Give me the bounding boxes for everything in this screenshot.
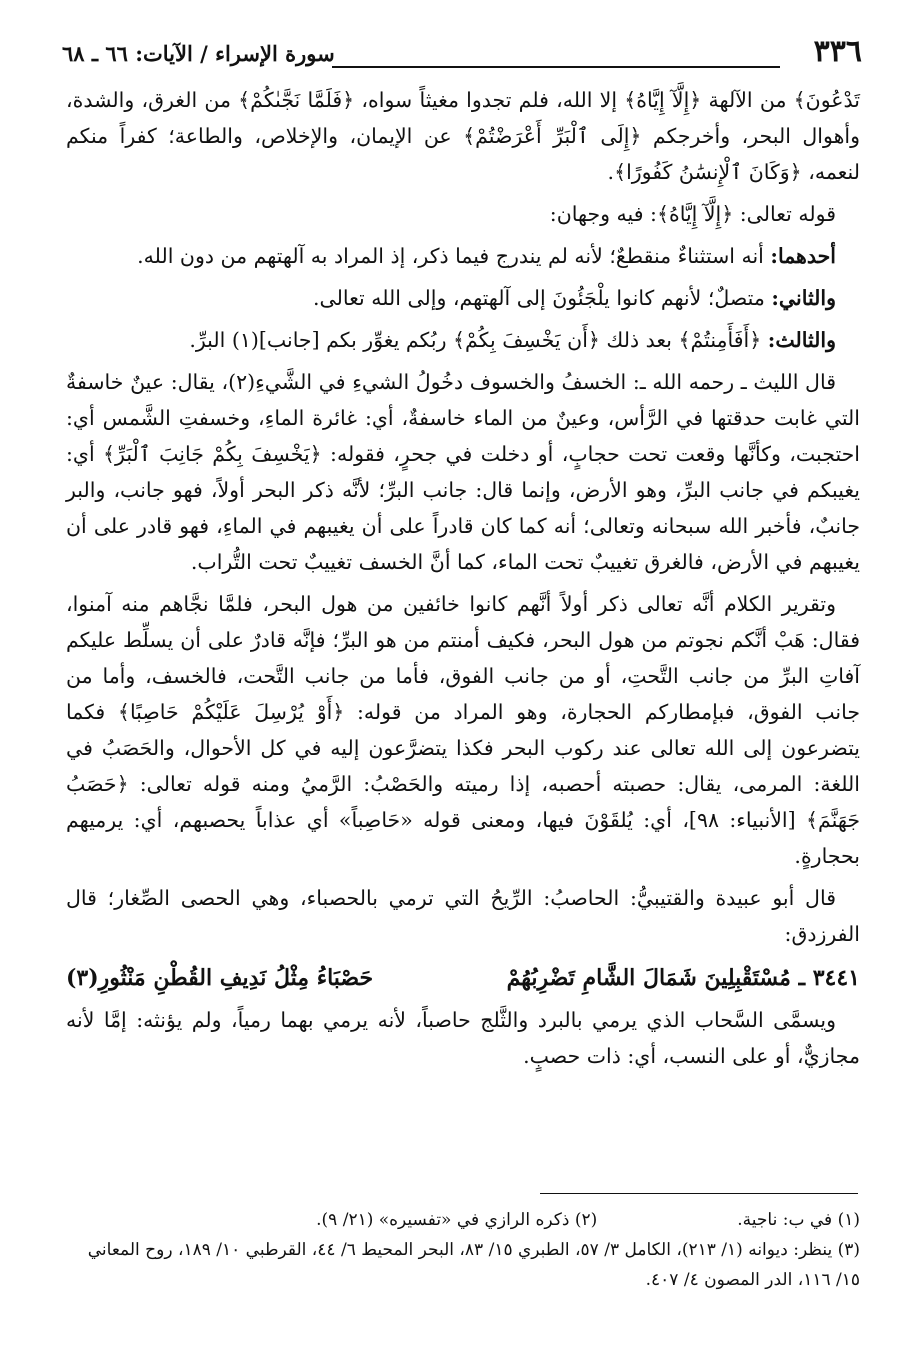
paragraph	[66, 280, 860, 316]
page-number: ٣٣٦	[813, 34, 862, 69]
verse-number: ٣٤٤١ ـ	[798, 965, 860, 991]
paragraph: ويسمَّى السَّحاب الذي يرمي بالبرد والثَّلج حاصباً، لأنه يرمي بهما رمياً، ولم يؤنثه: إمَّا لأنه مجازيٌّ، أو على النسب، أي: ذات حصبٍ.	[66, 1008, 860, 1068]
point-text: أنه استثناءٌ منقطعٌ؛ لأنه لم يندرج فيما ذكر، إذ المراد به آلهتهم من دون الله.	[137, 244, 764, 268]
footnote: (٣) ينظر: ديوانه (١/ ٢١٣)، الكامل ٣/ ٥٧، الطبري ١٥/ ٨٣، البحر المحيط ٦/ ٤٤، القرطبي ١٠/ ١٨٩، روح المعاني ١٥/ ١١٦، الدر المصون ٤/ ٤٠٧.	[87, 1240, 860, 1290]
paragraph: قال الليث ـ رحمه الله ـ: الخسفُ والخسوف دخُولُ الشيءِ في الشَّيءِ(٢)، يقال: عينٌ خاسفةٌ التي غابت حدقتها في الرَّأس، وعينٌ من الماء خاسفةٌ، أي: غائرة الماءِ، وخسفتِ الشَّمس أي: احتجبت، وكأنَّها وقعت تحت حجابٍ، أو دخلت في جحرٍ، فقوله: ﴿يَخْسِفَ بِكُمْ جَانِبَ ٱلْبَرِّ﴾ أي: يغيبكم في جانب البرِّ، وهو الأرض، وإنما قال: جانب البرِّ؛ لأنَّه ذكر البحر أولاً، فهو جانب، والبر جانبٌ، فأخبر الله سبحانه وتعالى؛ أنه كما كان قادراً على أن يغيبهم في الماءِ، فهو قادر على أن يغيبهم في الأرض، فالغرق تغييبٌ تحت الماء، كما أنَّ الخسف تغييبٌ تحت التُّراب.	[66, 370, 860, 574]
footnotes	[66, 1205, 860, 1295]
point-text: متصلٌ؛ لأنهم كانوا يلْجَئُونَ إلى آلهتهم، وإلى الله تعالى.	[313, 286, 765, 310]
header-rule	[332, 66, 780, 68]
point-label: أحدهما:	[770, 244, 836, 268]
footnote: (١) في ب: ناجية.	[737, 1210, 860, 1230]
footnote: (٢) ذكره الرازي في «تفسيره» (٢١/ ٩).	[316, 1210, 598, 1230]
paragraph	[66, 238, 860, 274]
footnote-row	[66, 1205, 860, 1235]
point-label: والثالث:	[767, 328, 836, 352]
verse-first-hemistich: ٣٤٤١ ـ مُسْتَقْبِلِينَ شَمَالَ الشَّامِ تَضْرِبُهُمْ	[506, 965, 860, 991]
page-header	[62, 34, 862, 74]
point-text: ﴿أَفَأَمِنتُمْ﴾ بعد ذلك ﴿أَن يَخْسِفَ بِكُمْ﴾ ربُكم يغوِّر بكم [جانب](١) البرِّ.	[189, 328, 762, 352]
main-text	[66, 82, 860, 1080]
footnote-rule	[540, 1193, 858, 1194]
verse-second-hemistich: حَصْبَاءُ مِثْلُ نَدِيفِ القُطْنِ مَنْثُورِ(٣)	[66, 965, 374, 991]
paragraph: قوله تعالى: ﴿إِلَّآ إِيَّاهُ﴾: فيه وجهان:	[549, 202, 836, 226]
point-label: والثاني:	[771, 286, 836, 310]
paragraph	[66, 322, 860, 358]
poetry-verse	[66, 960, 860, 996]
paragraph: تَدْعُونَ﴾ من الآلهة ﴿إِلَّآ إِيَّاهُ﴾ إلا الله، فلم تجدوا مغيثاً سواه، ﴿فَلَمَّا نَجَّىٰكُمْ﴾ من الغرق، والشدة، وأهوال البحر، وأخرجكم ﴿إِلَى ٱلْبَرِّ أَعْرَضْتُمْ﴾ عن الإيمان، والإخلاص، والطاعة؛ كفراً منكم لنعمه، ﴿وَكَانَ ٱلْإِنسَٰنُ كَفُورًا﴾.	[66, 88, 860, 184]
paragraph: قال أبو عبيدة والقتيبيُّ: الحاصبُ: الرِّيحُ التي ترمي بالحصباء، وهي الحصى الصِّغار؛ قال الفرزدق:	[66, 886, 860, 946]
running-title: سورة الإسراء / الآيات: ٦٦ ـ ٦٨	[62, 41, 335, 66]
paragraph: وتقرير الكلام أنَّه تعالى ذكر أولاً أنَّهم كانوا خائفين من هول البحر، فلمَّا نجَّاهم منه آمنوا، فقال: هَبْ أنَّكم نجوتم من هول البحر، فكيف أمنتم من هو البرِّ؛ فإنَّه قادرٌ على أن يسلِّط عليكم آفاتِ البرِّ من جانب التَّحتِ، أو من جانب الفوق، فأما من جانب التَّحت، فالخسف، وأما من جانب الفوق، فبإمطاركم الحجارة، وهو المراد من قوله: ﴿أَوْ يُرْسِلَ عَلَيْكُمْ حَاصِبًا﴾ فكما يتضرعون إلى الله تعالى عند ركوب البحر فكذا يتضرَّعون إليه في كل الأحوال، والحَصَبُ في اللغة: المرمى، يقال: حصبته أحصبه، إذا رميته والحَصْبُ: الرَّميُ ومنه قوله تعالى: ﴿حَصَبُ جَهَنَّمَ﴾ [الأنبياء: ٩٨]، أي: يُلقَوْنَ فيها، ومعنى قوله «حَاصِباً» أي عذاباً يحصبهم، أي: يرميهم بحجارةٍ.	[66, 592, 860, 868]
